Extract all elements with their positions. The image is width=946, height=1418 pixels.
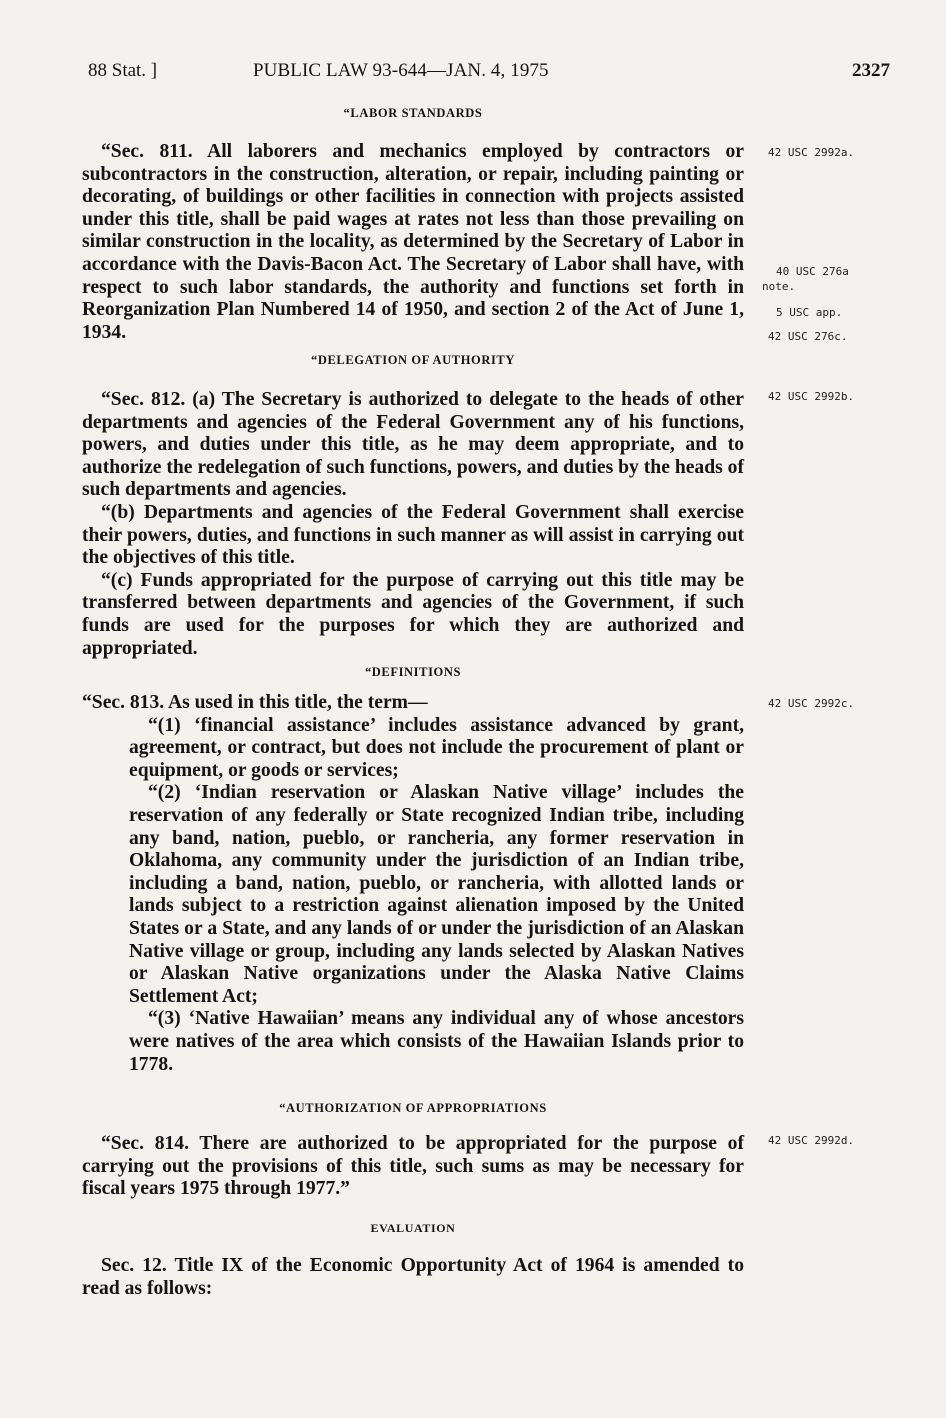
heading-definitions: “DEFINITIONS	[364, 665, 462, 679]
section-812a-text: “Sec. 812. (a) The Secretary is authorized to delegate to the heads of other departments and agencies of the Federal Government any of his functions, powers, and duties under this title, as he may deem appropriate, and to authorize the redelegation of such functions, powers, and duties by the heads of such departments and agencies.	[82, 389, 744, 501]
margin-note: 42 USC 276c.	[768, 330, 848, 343]
page-number: 2327	[852, 60, 890, 81]
heading-evaluation: EVALUATION	[370, 1221, 456, 1235]
section-813	[82, 692, 744, 1076]
section-814	[82, 1133, 744, 1201]
definition-2: “(2) ‘Indian reservation or Alaskan Native village’ includes the reservation of any federally or State recognized Indian tribe, including any band, nation, pueblo, or rancheria, any former reservation in Oklahoma, any community under the jurisdiction of an Indian tribe, including a band, nation, pueblo, or rancheria, with allotted lands or lands subject to a restriction against alienation imposed by the United States or a State, and any lands of or under the jurisdiction of an Alaskan Native village or group, including any lands selected by Alaskan Natives or Alaskan Native organizations under the Alaska Native Claims Settlement Act;	[129, 782, 744, 1007]
margin-note: 42 USC 2992c.	[768, 697, 855, 710]
running-title: PUBLIC LAW 93-644—JAN. 4, 1975	[253, 60, 549, 81]
page-header	[88, 60, 890, 90]
margin-note: 5 USC app.	[776, 306, 843, 319]
margin-note: 42 USC 2992a.	[768, 146, 855, 159]
section-12	[82, 1255, 744, 1300]
definition-1: “(1) ‘financial assistance’ includes assistance advanced by grant, agreement, or contract, but does not include the procurement of plant or equipment, or goods or services;	[129, 714, 744, 781]
section-812	[82, 389, 744, 660]
section-813-intro: “Sec. 813. As used in this title, the term—	[82, 692, 428, 713]
definition-3: “(3) ‘Native Hawaiian’ means any individual any of whose ancestors were natives of the area which consists of the Hawaiian Islands prior to 1778.	[129, 1008, 744, 1075]
heading-authorization: “AUTHORIZATION OF APPROPRIATIONS	[279, 1101, 547, 1115]
section-12-text: Sec. 12. Title IX of the Economic Opportunity Act of 1964 is amended to read as follows:	[82, 1255, 744, 1299]
heading-labor-standards: “LABOR STANDARDS	[343, 106, 483, 120]
margin-note: 42 USC 2992b.	[768, 390, 855, 403]
statute-reference: 88 Stat. ]	[88, 60, 158, 81]
margin-note: 40 USC 276a	[776, 265, 849, 278]
section-814-text: “Sec. 814. There are authorized to be appropriated for the purpose of carrying out the provisions of this title, such sums as may be necessary for fiscal years 1975 through 1977.”	[82, 1133, 744, 1200]
section-811-text: “Sec. 811. All laborers and mechanics employed by contractors or subcontractors in the construction, alteration, or repair, including painting or decorating, of buildings or other facilities in connection with projects assisted under this title, shall be paid wages at rates not less than those prevailing on similar construction in the locality, as determined by the Secretary of Labor in accordance with the Davis-Bacon Act. The Secretary of Labor shall have, with respect to such labor standards, the authority and functions set forth in Reorganization Plan Numbered 14 of 1950, and section 2 of the Act of June 1, 1934.	[82, 141, 744, 343]
section-812c-text: “(c) Funds appropriated for the purpose of carrying out this title may be transferred between departments and agencies of the Government, if such funds are used for the purposes for which they are authorized and appropriated.	[82, 569, 744, 659]
margin-note: 42 USC 2992d.	[768, 1134, 855, 1147]
section-811	[82, 141, 744, 344]
margin-note: note.	[762, 280, 796, 293]
section-812b-text: “(b) Departments and agencies of the Federal Government shall exercise their powers, duties, and functions in such manner as will assist in carrying out the objectives of this title.	[82, 501, 744, 569]
heading-delegation: “DELEGATION OF AUTHORITY	[310, 353, 515, 367]
